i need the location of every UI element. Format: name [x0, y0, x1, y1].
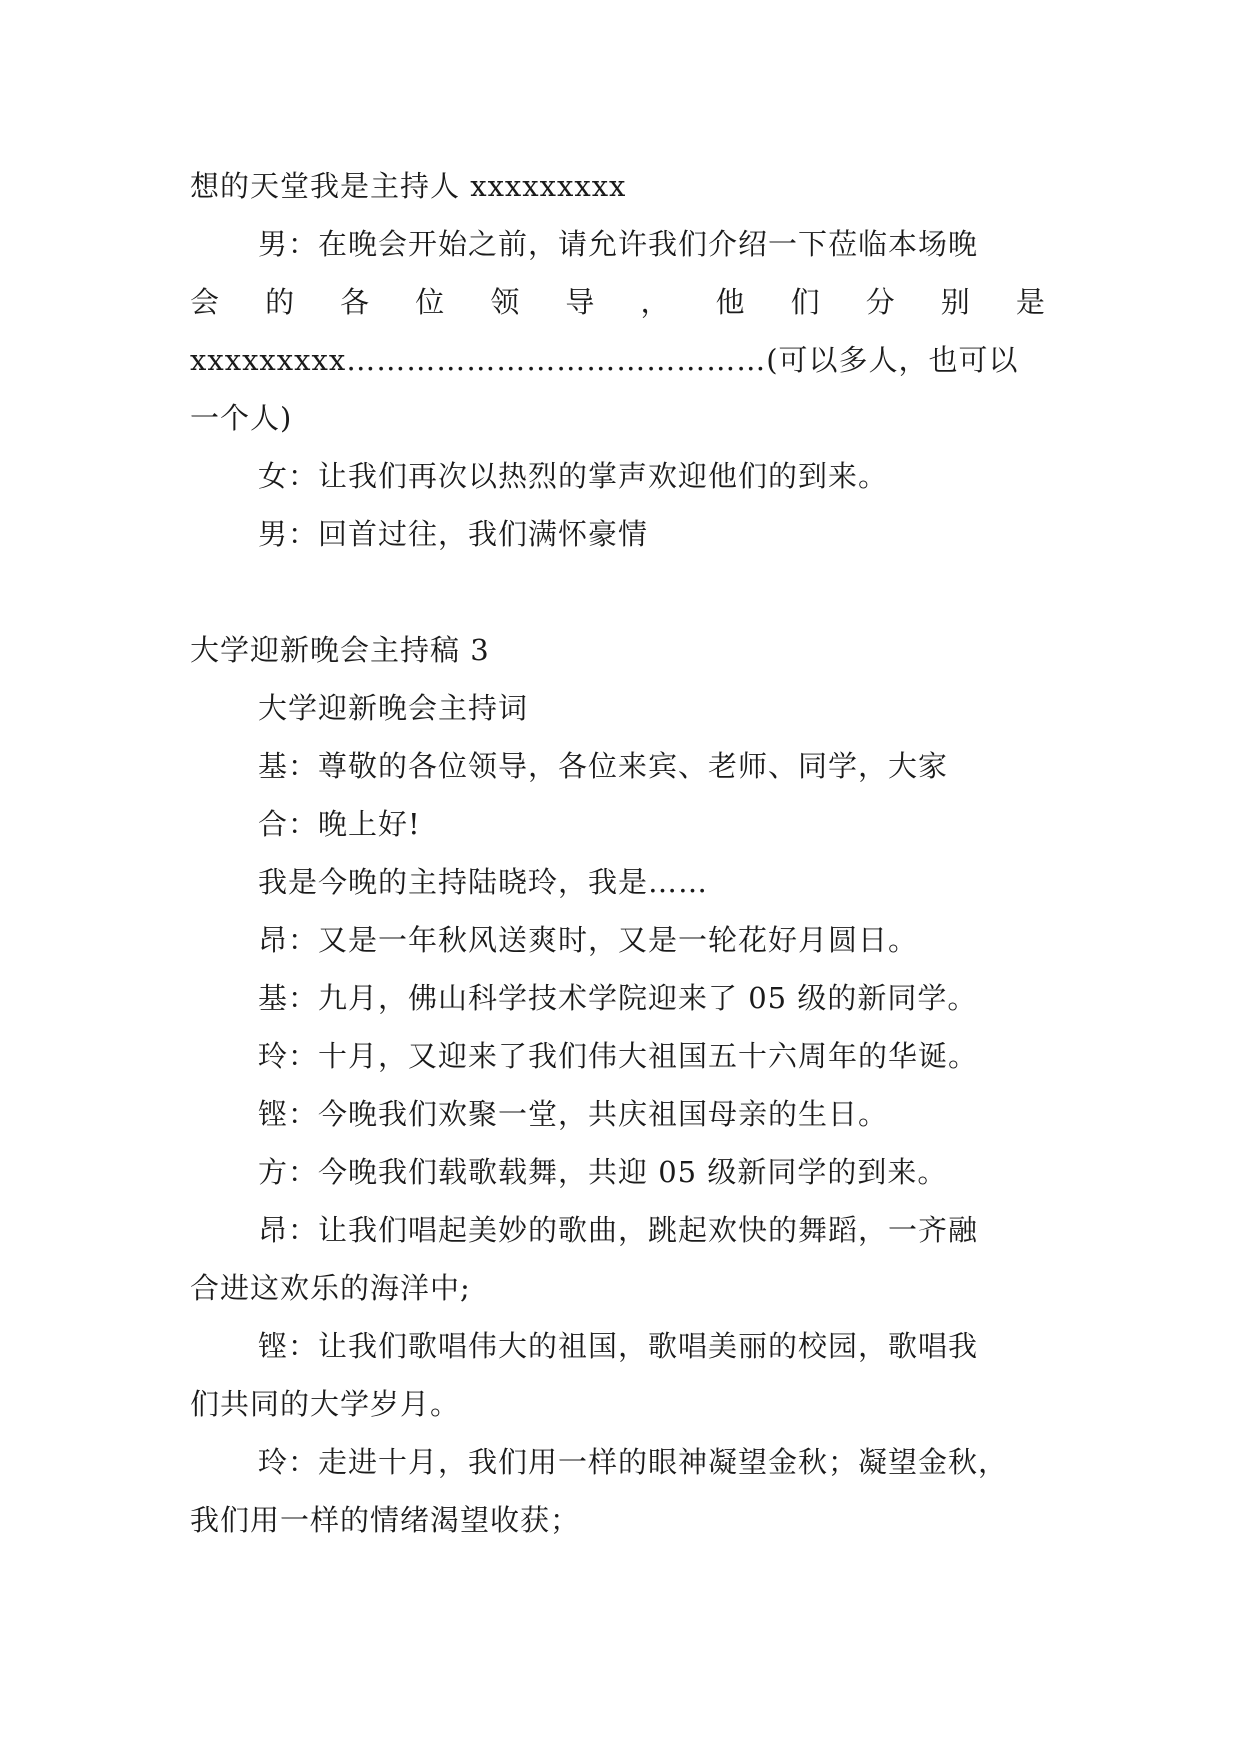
- text-line: 基：九月，佛山科学技术学院迎来了 05 级的新同学。: [258, 981, 978, 1015]
- text-line: 玲：走进十月，我们用一样的眼神凝望金秋；凝望金秋，: [258, 1445, 1009, 1479]
- justified-char: 领: [490, 285, 521, 319]
- text-line: 铿：今晚我们欢聚一堂，共庆祖国母亲的生日。: [258, 1097, 889, 1131]
- text-line: 我是今晚的主持陆晓玲，我是……: [258, 865, 709, 899]
- text-line: 昂：让我们唱起美妙的歌曲，跳起欢快的舞蹈，一齐融: [258, 1213, 979, 1247]
- section-heading: 大学迎新晚会主持稿 3: [190, 633, 490, 667]
- text-line: 铿：让我们歌唱伟大的祖国，歌唱美丽的校园，歌唱我: [258, 1329, 979, 1363]
- text-line: 男：在晚会开始之前，请允许我们介绍一下莅临本场晚: [258, 227, 979, 261]
- justified-char: ，: [640, 285, 671, 319]
- text-line: 大学迎新晚会主持词: [258, 691, 529, 725]
- justified-char: 是: [1015, 285, 1046, 319]
- justified-char: 各: [340, 285, 371, 319]
- justified-char: 位: [415, 285, 446, 319]
- justified-char: 们: [790, 285, 821, 319]
- text-line: 合进这欢乐的海洋中;: [190, 1271, 471, 1305]
- text-line: 昂：又是一年秋风送爽时，又是一轮花好月圆日。: [258, 923, 919, 957]
- text-line: 男：回首过往，我们满怀豪情: [258, 517, 649, 551]
- justified-char: 导: [565, 285, 596, 319]
- text-line: 方：今晚我们载歌载舞，共迎 05 级新同学的到来。: [258, 1155, 948, 1189]
- justified-char: 会: [190, 285, 221, 319]
- justified-char: 分: [865, 285, 896, 319]
- justified-char: 他: [715, 285, 746, 319]
- text-line: 玲：十月，又迎来了我们伟大祖国五十六周年的华诞。: [258, 1039, 979, 1073]
- text-line: 们共同的大学岁月。: [190, 1387, 461, 1421]
- justified-char: 别: [940, 285, 971, 319]
- text-line: 女：让我们再次以热烈的掌声欢迎他们的到来。: [258, 459, 889, 493]
- text-line: 基：尊敬的各位领导，各位来宾、老师、同学，大家: [258, 749, 949, 783]
- text-line: 一个人): [190, 401, 293, 435]
- justified-char: 的: [265, 285, 296, 319]
- text-line: 我们用一样的情绪渴望收获；: [190, 1503, 581, 1537]
- text-line: 想的天堂我是主持人 xxxxxxxxx: [190, 169, 627, 203]
- justified-line: [190, 282, 1046, 322]
- text-line: xxxxxxxxx……………………………………(可以多人，也可以: [190, 343, 1019, 377]
- text-line: 合：晚上好!: [258, 807, 421, 841]
